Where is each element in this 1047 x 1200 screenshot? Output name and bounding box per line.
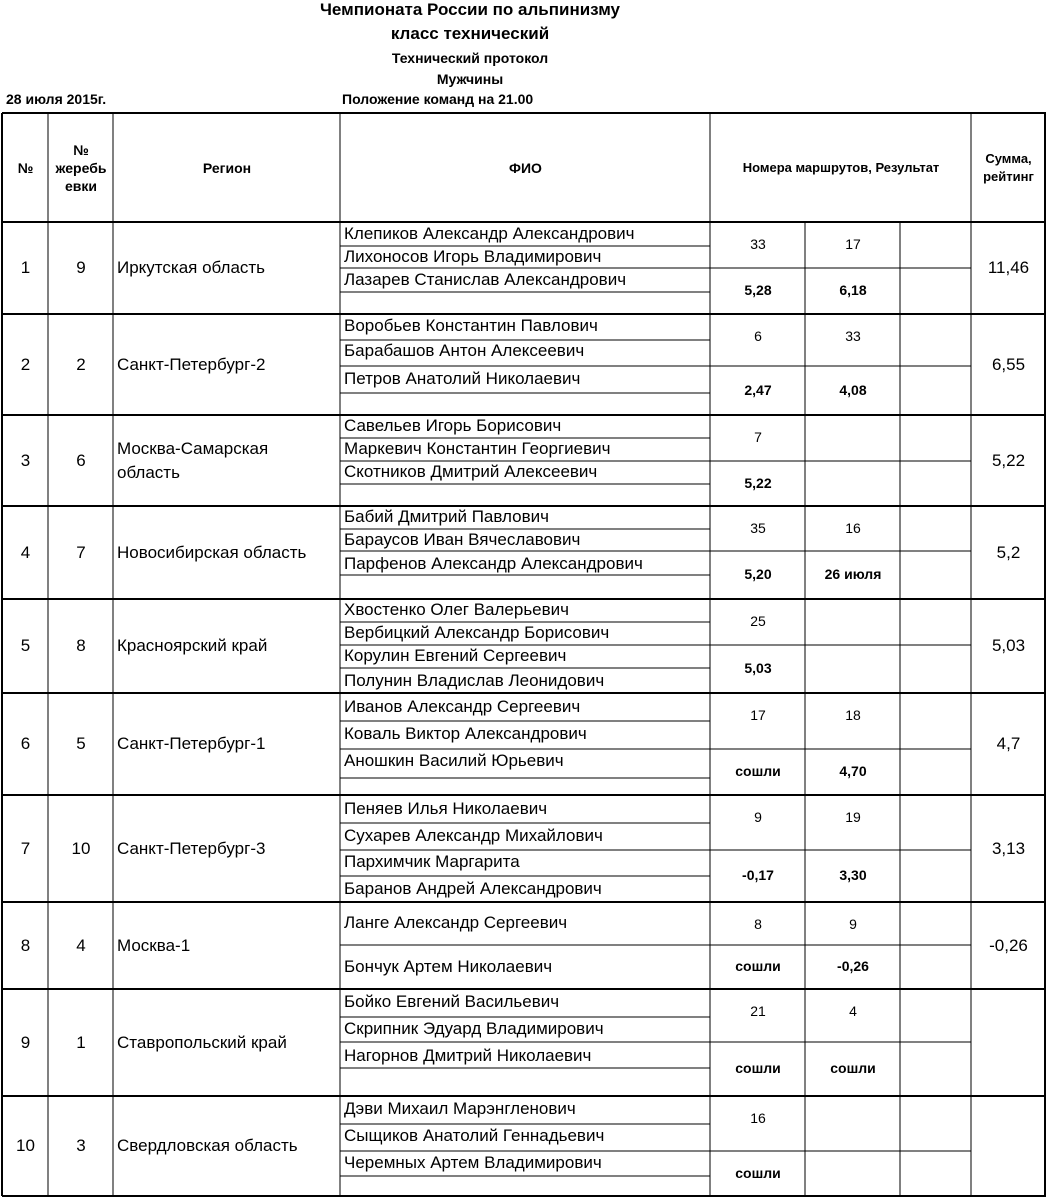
team-member: Пархимчик Маргарита bbox=[344, 852, 520, 871]
row-num: 8 bbox=[20, 935, 31, 955]
route-result: сошли bbox=[830, 1060, 876, 1076]
route-number: 33 bbox=[845, 328, 861, 344]
route-result: 5,03 bbox=[744, 660, 772, 676]
route-result: 2,47 bbox=[744, 382, 772, 398]
route-result: -0,17 bbox=[742, 867, 774, 883]
team-member: Бончук Артем Николаевич bbox=[344, 957, 553, 976]
route-number: 19 bbox=[845, 809, 861, 825]
route-result: сошли bbox=[735, 763, 781, 779]
col-header-region: Регион bbox=[202, 160, 252, 176]
row-draw: 2 bbox=[76, 354, 86, 374]
team-member: Бабий Дмитрий Павлович bbox=[344, 507, 549, 526]
row-draw: 7 bbox=[76, 542, 86, 562]
route-result: 5,20 bbox=[744, 566, 772, 582]
route-result: 26 июля bbox=[824, 566, 882, 582]
team-member: Сыщиков Анатолий Геннадьевич bbox=[344, 1126, 605, 1145]
team-member: Корулин Евгений Сергеевич bbox=[344, 646, 567, 665]
team-member: Лазарев Станислав Александрович bbox=[344, 270, 627, 289]
team-member: Полунин Владислав Леонидович bbox=[344, 671, 605, 690]
team-member: Бараусов Иван Вячеславович bbox=[344, 530, 581, 549]
route-number: 35 bbox=[750, 520, 766, 536]
row-num: 10 bbox=[16, 1136, 35, 1155]
team-member: Черемных Артем Владимирович bbox=[344, 1153, 602, 1172]
route-number: 9 bbox=[849, 916, 857, 932]
row-total bbox=[972, 989, 1045, 1096]
team-member: Нагорнов Дмитрий Николаевич bbox=[344, 1046, 592, 1065]
team-member: Коваль Виктор Александрович bbox=[344, 724, 587, 743]
row-total bbox=[972, 1096, 1045, 1196]
route-result: 3,30 bbox=[839, 867, 867, 883]
row-draw: 1 bbox=[76, 1032, 86, 1052]
row-num: 9 bbox=[20, 1032, 31, 1052]
row-region: Москва-1 bbox=[117, 935, 191, 955]
team-member: Барабашов Антон Алексеевич bbox=[344, 341, 585, 360]
row-total: 5,2 bbox=[996, 542, 1021, 562]
row-num: 6 bbox=[20, 734, 31, 753]
team-member: Бойко Евгений Васильевич bbox=[344, 992, 560, 1011]
row-num: 3 bbox=[20, 450, 31, 470]
row-draw: 9 bbox=[76, 258, 86, 277]
route-number: 16 bbox=[750, 1110, 766, 1126]
row-draw: 6 bbox=[76, 450, 86, 470]
status-time: Положение команд на 21.00 bbox=[342, 91, 534, 107]
col-header-draw: № жеребь евки bbox=[55, 142, 107, 194]
route-number: 25 bbox=[750, 613, 766, 629]
row-total: -0,26 bbox=[989, 935, 1028, 955]
team-member: Баранов Андрей Александрович bbox=[344, 879, 602, 898]
category-label: Мужчины bbox=[436, 71, 504, 87]
route-number: 8 bbox=[754, 916, 762, 932]
route-result: сошли bbox=[735, 958, 781, 974]
team-member: Скрипник Эдуард Владимирович bbox=[344, 1019, 604, 1038]
route-number: 21 bbox=[750, 1003, 766, 1019]
row-total: 11,46 bbox=[987, 258, 1030, 277]
team-member: Вербицкий Александр Борисович bbox=[344, 623, 610, 642]
team-member: Савельев Игорь Борисович bbox=[344, 416, 562, 435]
col-header-routes: Номера маршрутов, Результат bbox=[742, 160, 940, 175]
row-draw: 8 bbox=[76, 636, 86, 655]
row-num: 4 bbox=[20, 542, 31, 562]
document-subtitle: класс технический bbox=[390, 24, 550, 43]
col-header-num: № bbox=[17, 160, 34, 176]
route-number: 7 bbox=[754, 429, 762, 445]
row-total: 6,55 bbox=[991, 354, 1026, 374]
team-member: Хвостенко Олег Валерьевич bbox=[344, 600, 570, 619]
route-number: 9 bbox=[754, 809, 762, 825]
route-result: 5,22 bbox=[744, 475, 772, 491]
row-total: 3,13 bbox=[991, 838, 1026, 858]
protocol-date: 28 июля 2015г. bbox=[6, 91, 107, 107]
row-total: 4,7 bbox=[996, 734, 1021, 753]
row-region: Свердловская область bbox=[117, 1136, 298, 1155]
document-title: Чемпионата России по альпинизму bbox=[319, 0, 621, 19]
team-member: Парфенов Александр Александрович bbox=[344, 554, 643, 573]
team-member: Скотников Дмитрий Алексеевич bbox=[344, 462, 598, 481]
route-number: 17 bbox=[845, 236, 861, 252]
route-number: 17 bbox=[750, 707, 766, 723]
route-result: 4,08 bbox=[839, 382, 867, 398]
row-draw: 5 bbox=[76, 734, 86, 753]
row-region: Санкт-Петербург-2 bbox=[117, 354, 266, 374]
route-number: 16 bbox=[845, 520, 861, 536]
route-number: 4 bbox=[849, 1003, 857, 1019]
team-member: Маркевич Константин Георгиевич bbox=[344, 439, 611, 458]
row-region: Москва-Самарская область bbox=[117, 438, 269, 482]
row-region: Иркутская область bbox=[117, 258, 266, 277]
team-member: Дэви Михаил Марэнгленович bbox=[344, 1099, 576, 1118]
col-header-sum: Сумма, рейтинг bbox=[983, 151, 1034, 184]
team-member: Клепиков Александр Александрович bbox=[344, 224, 635, 243]
row-draw: 3 bbox=[76, 1136, 86, 1155]
team-member: Пеняев Илья Николаевич bbox=[344, 799, 548, 818]
row-region: Ставропольский край bbox=[117, 1032, 287, 1052]
team-member: Воробьев Константин Павлович bbox=[344, 316, 598, 335]
row-region: Санкт-Петербург-1 bbox=[117, 734, 266, 753]
col-header-fio: ФИО bbox=[509, 160, 542, 176]
route-result: 4,70 bbox=[839, 763, 867, 779]
row-region: Красноярский край bbox=[117, 636, 268, 655]
route-result: 5,28 bbox=[744, 282, 772, 298]
route-number: 6 bbox=[754, 328, 762, 344]
row-draw: 10 bbox=[71, 838, 91, 858]
team-member: Иванов Александр Сергеевич bbox=[344, 697, 581, 716]
protocol-label: Технический протокол bbox=[391, 50, 549, 66]
route-result: сошли bbox=[735, 1060, 781, 1076]
row-num: 5 bbox=[20, 636, 31, 655]
route-result: 6,18 bbox=[839, 282, 867, 298]
row-num: 2 bbox=[20, 354, 31, 374]
row-region: Санкт-Петербург-3 bbox=[117, 838, 266, 858]
route-result: -0,26 bbox=[837, 958, 869, 974]
route-result: сошли bbox=[735, 1165, 781, 1181]
row-num: 1 bbox=[20, 258, 31, 277]
team-member: Ланге Александр Сергеевич bbox=[344, 913, 568, 932]
route-number: 18 bbox=[845, 707, 861, 723]
route-number: 33 bbox=[750, 236, 766, 252]
row-region: Новосибирская область bbox=[117, 542, 307, 562]
row-num: 7 bbox=[20, 838, 31, 858]
row-total: 5,22 bbox=[991, 450, 1026, 470]
team-member: Сухарев Александр Михайлович bbox=[344, 826, 603, 845]
team-member: Лихоносов Игорь Владимирович bbox=[344, 247, 602, 266]
row-total: 5,03 bbox=[991, 636, 1026, 655]
row-draw: 4 bbox=[76, 935, 86, 955]
team-member: Аношкин Василий Юрьевич bbox=[344, 751, 564, 770]
team-member: Петров Анатолий Николаевич bbox=[344, 369, 581, 388]
